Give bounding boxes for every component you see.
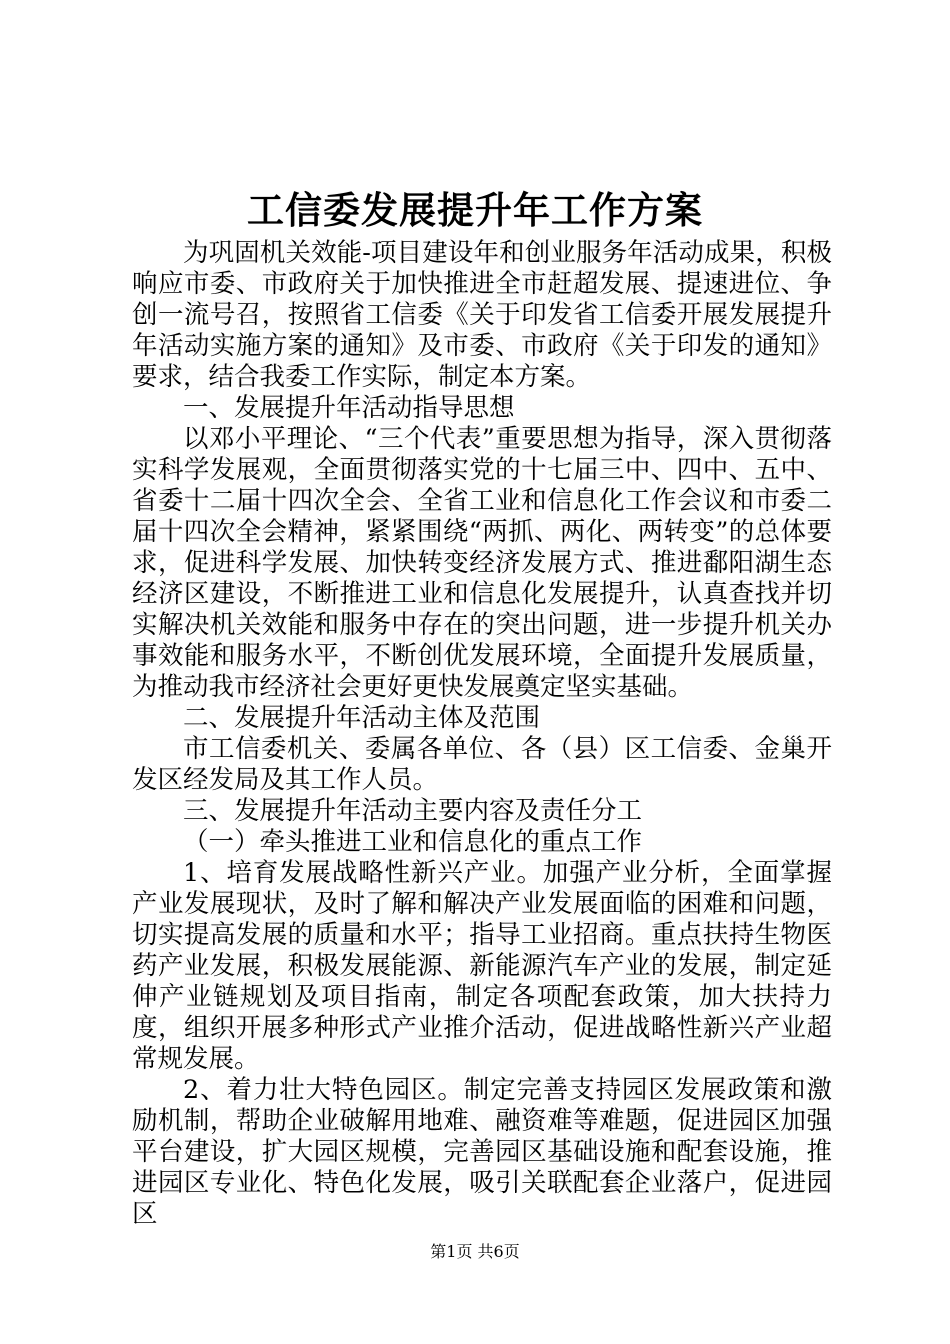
item-paragraph-industrial-parks: 2、着力壮大特色园区。制定完善支持园区发展政策和激励机制，帮助企业破解用地难、融资难等难题，促进园区加强平台建设，扩大园区规模，完善园区基础设施和配套设施，推进园区专业化、特色化发展，吸引关联配套企业落户，促进园区 — [132, 1075, 832, 1229]
document-body — [132, 238, 832, 1230]
subsection-heading-key-work: （一）牵头推进工业和信息化的重点工作 — [183, 827, 643, 857]
guiding-ideology-paragraph: 以邓小平理论、“三个代表”重要思想为指导，深入贯彻落实科学发展观，全面贯彻落实党的十七届三中、四中、五中、省委十二届十四次全会、全省工业和信息化工作会议和市委二届十四次全会精神，紧紧围绕“两抓、两化、两转变”的总体要求，促进科学发展、加快转变经济发展方式、推进鄱阳湖生态经济区建设，不断推进工业和信息化发展提升，认真查找并切实解决机关效能和服务中存在的突出问题，进一步提升机关办事效能和服务水平，不断创优发展环境，全面提升发展质量，为推动我市经济社会更好更快发展奠定坚实基础。 — [132, 424, 832, 702]
page-footer: 第1页 共6页 — [430, 1242, 520, 1261]
intro-paragraph: 为巩固机关效能-项目建设年和创业服务年活动成果，积极响应市委、市政府关于加快推进全市赶超发展、提速进位、争创一流号召，按照省工信委《关于印发省工信委开展发展提升年活动实施方案的通知》及市委、市政府《关于印发的通知》要求，结合我委工作实际，制定本方案。 — [132, 238, 832, 392]
document-title: 工信委发展提升年工作方案 — [247, 188, 703, 232]
section-heading-main-content: 三、发展提升年活动主要内容及责任分工 — [183, 796, 643, 826]
item-paragraph-emerging-industries: 1、培育发展战略性新兴产业。加强产业分析，全面掌握产业发展现状，及时了解和解决产业发展面临的困难和问题，切实提高发展的质量和水平；指导工业招商。重点扶持生物医药产业发展，积极发展能源、新能源汽车产业的发展，制定延伸产业链规划及项目指南，制定各项配套政策，加大扶持力度，组织开展多种形式产业推介活动，促进战略性新兴产业超常规发展。 — [132, 858, 832, 1074]
scope-paragraph: 市工信委机关、委属各单位、各（县）区工信委、金巢开发区经发局及其工作人员。 — [132, 734, 832, 795]
section-heading-scope: 二、发展提升年活动主体及范围 — [183, 703, 541, 733]
section-heading-guiding-ideology: 一、发展提升年活动指导思想 — [183, 393, 515, 423]
